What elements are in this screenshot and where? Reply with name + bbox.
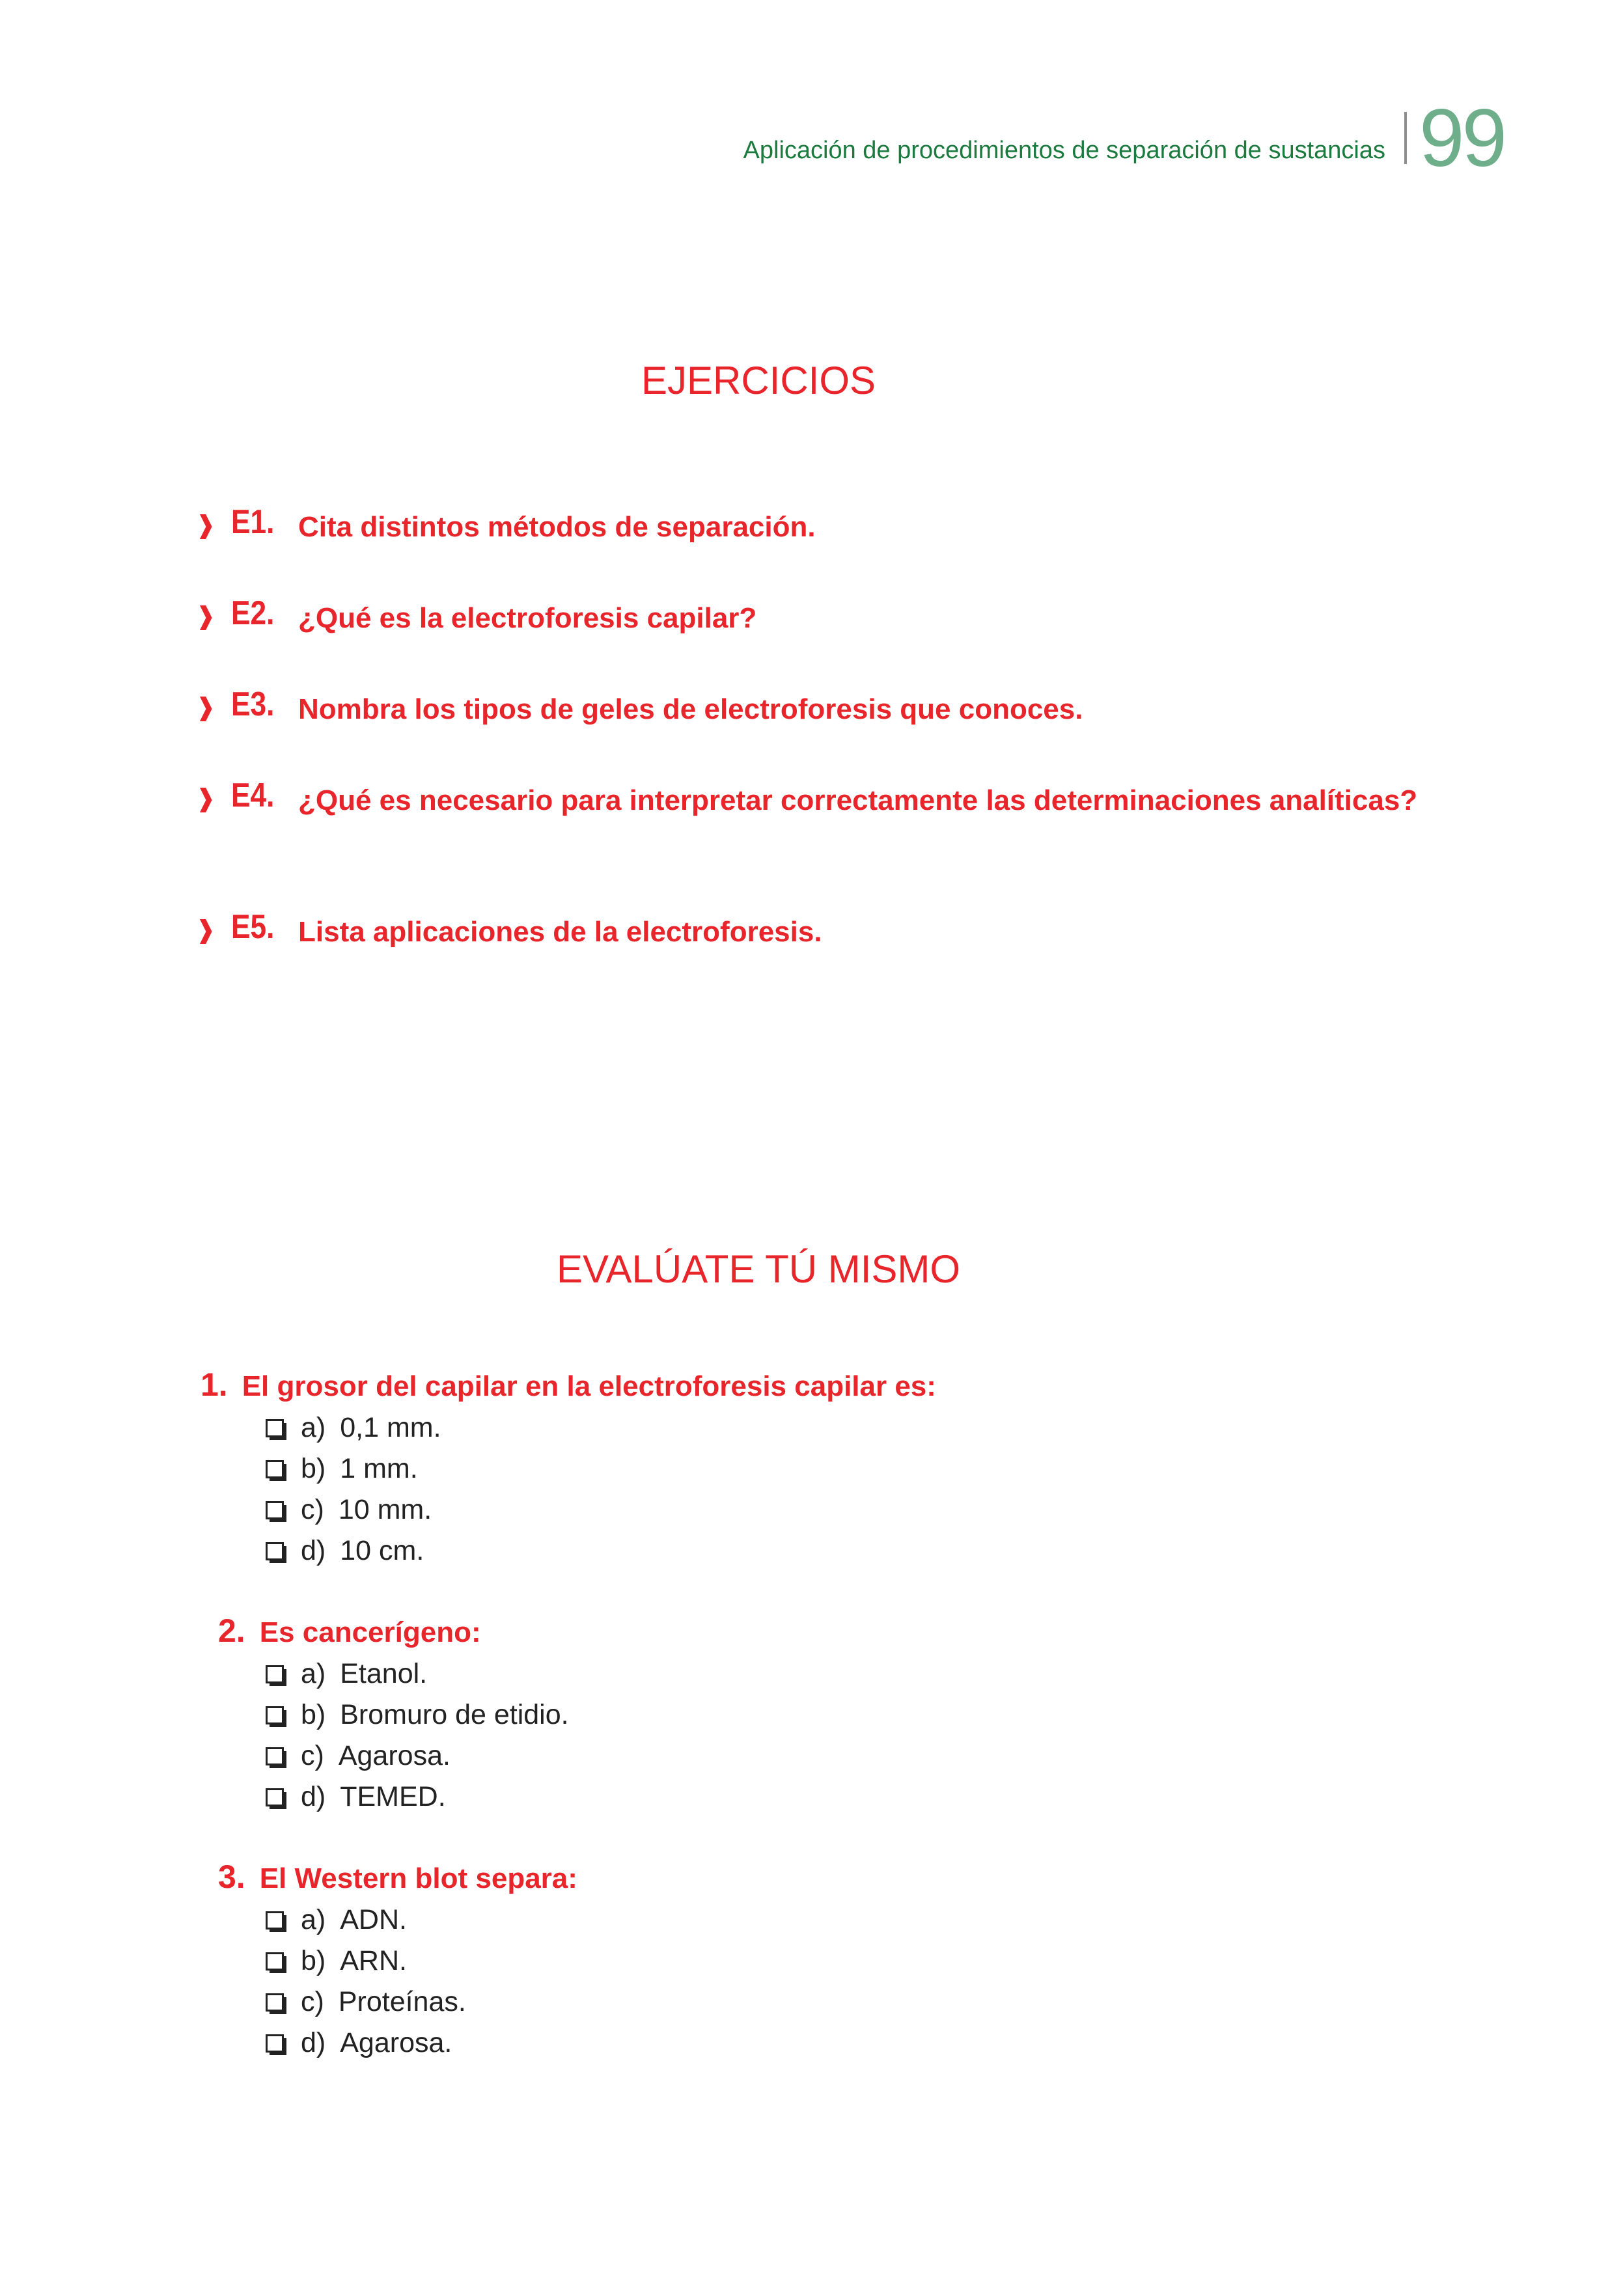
page-number: 99	[1419, 93, 1505, 184]
option-q1-c[interactable]	[266, 1493, 432, 1526]
option-text: Etanol.	[340, 1658, 428, 1689]
exercise-text: ¿Qué es la electroforesis capilar?	[298, 602, 757, 634]
option-text: Proteínas.	[338, 1986, 466, 2017]
option-letter: a)	[301, 1658, 326, 1689]
exercise-text: Nombra los tipos de geles de electroforesis que conoces.	[298, 693, 1083, 725]
option-letter: a)	[301, 1412, 326, 1443]
chevron-right-icon: ❱	[195, 694, 216, 721]
section-title-ejercicios: EJERCICIOS	[641, 359, 876, 402]
exercise-item-e4	[195, 777, 1432, 822]
option-letter: d)	[301, 1781, 326, 1812]
option-text: Bromuro de etidio.	[340, 1699, 569, 1730]
option-q3-d[interactable]	[266, 2026, 452, 2059]
option-text: ADN.	[340, 1904, 407, 1935]
option-q2-a[interactable]	[266, 1657, 427, 1690]
checkbox-icon[interactable]	[266, 1665, 284, 1683]
question-1	[201, 1366, 936, 1404]
question-number: 1.	[201, 1366, 228, 1403]
checkbox-icon[interactable]	[266, 1747, 284, 1765]
exercise-item-e1	[195, 503, 1432, 548]
question-text: Es cancerígeno:	[259, 1616, 481, 1648]
checkbox-icon[interactable]	[266, 1501, 284, 1519]
chevron-right-icon: ❱	[195, 603, 216, 630]
exercise-item-e5	[195, 908, 1432, 953]
option-letter: c)	[301, 1740, 324, 1771]
question-number: 3.	[218, 1859, 245, 1895]
exercise-number: E3.	[231, 685, 275, 723]
option-letter: c)	[301, 1986, 324, 2017]
option-text: TEMED.	[340, 1781, 446, 1812]
option-letter: a)	[301, 1904, 326, 1935]
option-letter: b)	[301, 1453, 326, 1484]
checkbox-icon[interactable]	[266, 2034, 284, 2053]
checkbox-icon[interactable]	[266, 1706, 284, 1724]
exercise-number: E5.	[231, 908, 275, 946]
question-2	[218, 1612, 481, 1650]
option-q1-b[interactable]	[266, 1452, 418, 1485]
chevron-right-icon: ❱	[195, 785, 216, 812]
option-letter: c)	[301, 1494, 324, 1525]
exercise-number: E1.	[231, 503, 275, 541]
exercise-number: E4.	[231, 777, 275, 814]
option-text: ARN.	[340, 1945, 407, 1976]
option-q2-b[interactable]	[266, 1698, 569, 1731]
option-q1-a[interactable]	[266, 1411, 441, 1444]
exercise-item-e3	[195, 685, 1432, 730]
chevron-right-icon: ❱	[195, 917, 216, 944]
option-q3-b[interactable]	[266, 1944, 407, 1977]
checkbox-icon[interactable]	[266, 1419, 284, 1437]
exercise-number: E2.	[231, 594, 275, 632]
checkbox-icon[interactable]	[266, 1542, 284, 1560]
option-q3-c[interactable]	[266, 1985, 466, 2018]
chevron-right-icon: ❱	[195, 512, 216, 539]
option-q1-d[interactable]	[266, 1534, 424, 1567]
exercise-item-e2	[195, 594, 1432, 639]
checkbox-icon[interactable]	[266, 1788, 284, 1806]
option-q2-d[interactable]	[266, 1780, 446, 1813]
question-text: El grosor del capilar en la electroforesis capilar es:	[242, 1370, 936, 1402]
checkbox-icon[interactable]	[266, 1993, 284, 2012]
option-letter: d)	[301, 1535, 326, 1566]
option-text: 10 cm.	[340, 1535, 424, 1566]
running-head: Aplicación de procedimientos de separación de sustancias	[743, 137, 1385, 164]
option-letter: b)	[301, 1945, 326, 1976]
option-letter: d)	[301, 2027, 326, 2058]
section-title-evaluate: EVALÚATE TÚ MISMO	[556, 1247, 961, 1291]
question-3	[218, 1858, 577, 1896]
option-text: Agarosa.	[338, 1740, 451, 1771]
checkbox-icon[interactable]	[266, 1952, 284, 1971]
option-text: 1 mm.	[340, 1453, 418, 1484]
checkbox-icon[interactable]	[266, 1460, 284, 1478]
checkbox-icon[interactable]	[266, 1911, 284, 1929]
question-number: 2.	[218, 1612, 245, 1649]
question-text: El Western blot separa:	[259, 1862, 577, 1894]
exercise-text: Cita distintos métodos de separación.	[298, 511, 816, 543]
option-letter: b)	[301, 1699, 326, 1730]
header-divider	[1404, 112, 1407, 164]
option-text: 10 mm.	[338, 1494, 432, 1525]
option-q3-a[interactable]	[266, 1903, 407, 1936]
exercise-text: ¿Qué es necesario para interpretar correctamente las determinaciones analíticas?	[298, 784, 1418, 816]
option-text: 0,1 mm.	[340, 1412, 441, 1443]
exercise-text: Lista aplicaciones de la electroforesis.	[298, 916, 822, 948]
option-text: Agarosa.	[340, 2027, 452, 2058]
option-q2-c[interactable]	[266, 1739, 451, 1772]
